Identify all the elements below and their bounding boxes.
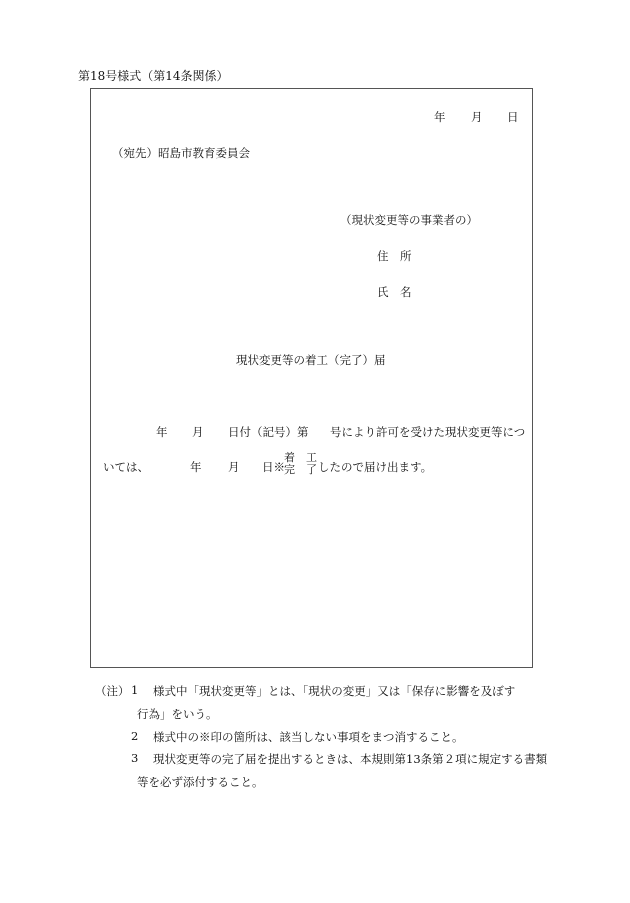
- choice-top-right: 工: [306, 451, 317, 464]
- note-3-number: 3: [131, 751, 139, 765]
- note-2-line-1: 様式中の※印の箇所は、該当しない事項をまつ消すること。: [153, 730, 464, 744]
- body-day-reference: 日付（記号）第: [228, 425, 309, 439]
- body-month-label: 月: [192, 425, 204, 439]
- note-1-line-2: 行為」をいう。: [137, 707, 218, 721]
- choice-stack-left: [284, 452, 295, 476]
- choice-bottom-right: 了: [306, 463, 317, 476]
- body-day-label-2: 日※: [262, 460, 285, 474]
- name-label: 氏 名: [377, 285, 412, 299]
- applicant-heading: （現状変更等の事業者の）: [340, 213, 478, 227]
- note-1-line-1: 様式中「現状変更等」とは、「現状の変更」又は「保存に影響を及ぼす: [153, 684, 516, 698]
- body-permit-text: 号により許可を受けた現状変更等につ: [330, 425, 526, 439]
- form-title: 現状変更等の着工（完了）届: [236, 353, 386, 367]
- body-year-label: 年: [156, 425, 168, 439]
- form-frame: [90, 88, 533, 668]
- date-year-label: 年: [434, 110, 446, 124]
- form-number: 第18号様式（第14条関係）: [78, 69, 229, 83]
- note-3-line-2: 等を必ず添付すること。: [137, 775, 264, 789]
- address-label: 住 所: [377, 249, 412, 263]
- note-1-number: 1: [131, 683, 139, 697]
- note-3-line-1: 現状変更等の完了届を提出するときは、本規則第13条第２項に規定する書類: [153, 752, 548, 766]
- note-2-number: 2: [131, 729, 139, 743]
- choice-stack-right: [306, 452, 317, 476]
- notes-label: （注）: [95, 684, 130, 698]
- body-closing-text: したので届け出ます。: [318, 460, 433, 474]
- body-start-text: いては、: [103, 460, 149, 474]
- date-day-label: 日: [507, 110, 519, 124]
- body-month-label-2: 月: [228, 460, 240, 474]
- choice-bottom-left: 完: [284, 463, 295, 476]
- body-year-label-2: 年: [190, 460, 202, 474]
- choice-top-left: 着: [284, 451, 295, 464]
- date-month-label: 月: [471, 110, 483, 124]
- addressee: （宛先）昭島市教育委員会: [112, 146, 250, 160]
